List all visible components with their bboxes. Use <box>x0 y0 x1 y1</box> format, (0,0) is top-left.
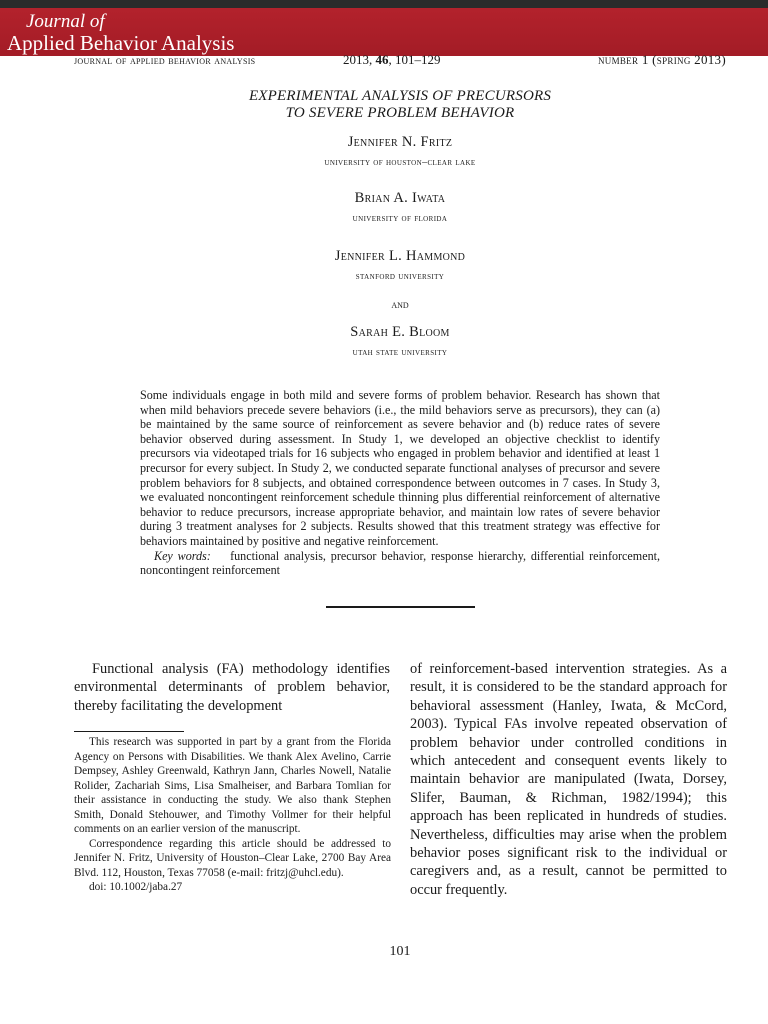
section-divider <box>326 606 475 608</box>
author-name: Jennifer L. Hammond <box>334 248 466 264</box>
author-affiliation: university of houston–clear lake <box>324 157 476 168</box>
footnotes <box>74 735 391 895</box>
keywords <box>140 549 660 578</box>
running-head-citation <box>343 52 441 68</box>
running-head-year: 2013, <box>343 52 376 67</box>
footnote-doi: doi: 10.1002/jaba.27 <box>89 881 183 893</box>
abstract <box>140 388 660 578</box>
article-title-line2: TO SEVERE PROBLEM BEHAVIOR <box>285 105 515 121</box>
author-affiliation: university of florida <box>352 213 448 224</box>
keywords-label: Key words: <box>154 548 211 563</box>
body-paragraph: Functional analysis (FA) methodology identifies environmental determinants of problem behavior, thereby facilitating the development <box>74 661 390 714</box>
running-head-pages: , 101–129 <box>388 52 441 67</box>
body-column-right <box>410 660 727 899</box>
author-affiliation: utah state university <box>352 347 448 358</box>
abstract-text: Some individuals engage in both mild and severe forms of problem behavior. Research has shown that when mild behaviors precede severe behaviors (i.e., the mild behaviors serve as precursors), they can (a) be maintained by the same source of reinforcement as severe behavior and (b) reduce rates of severe behavior observed during assessment. In Study 1, we developed an objective checklist to identify precursors via videotaped trials for 16 subjects who engaged in problem behavior and identified at least 1 precursor for every subject. In Study 2, we conducted separate functional analyses of precursor and severe problem behaviors for 8 subjects, and obtained correspondence between outcomes in 7 cases. In Study 3, we evaluated noncontingent reinforcement schedule thinning plus differential reinforcement of alternative behavior to reduce precursors, increase appropriate behavior, and maintain low rates of severe behavior during 3 treatment analyses for 2 subjects. Results showed that this treatment strategy was effective for behaviors maintained by positive and negative reinforcement. <box>140 388 660 548</box>
keywords-list: functional analysis, precursor behavior, response hierarchy, differential reinforcement, noncontingent reinforcement <box>140 548 660 578</box>
body-column-left <box>74 660 390 715</box>
footnote-correspondence: Correspondence regarding this article should be addressed to Jennifer N. Fritz, University of Houston–Clear Lake, 2700 Bay Area Blvd. 112, Houston, Texas 77058 (e-mail: fritzj@uhcl.edu). <box>74 837 391 879</box>
and-connector: and <box>391 297 409 311</box>
top-dark-bar <box>0 0 768 8</box>
footnote-rule <box>74 731 184 732</box>
journal-banner <box>0 8 768 56</box>
author-name: Brian A. Iwata <box>354 190 446 206</box>
article-title-line1: EXPERIMENTAL ANALYSIS OF PRECURSORS <box>248 88 552 104</box>
author-name: Sarah E. Bloom <box>350 324 450 340</box>
running-head <box>0 52 768 70</box>
running-head-issue: number 1 (spring 2013) <box>597 52 726 67</box>
running-head-volume: 46 <box>375 52 389 67</box>
author-affiliation: stanford university <box>355 271 445 282</box>
author-name: Jennifer N. Fritz <box>347 134 453 150</box>
running-head-journal: journal of applied behavior analysis <box>74 53 256 67</box>
article-title <box>0 88 768 122</box>
journal-logo-line1: Journal of <box>26 11 105 32</box>
body-paragraph: of reinforcement-based intervention strategies. As a result, it is considered to be the standard approach for behavioral assessment (Hanley, Iwata, & McCord, 2003). Typical FAs involve repeated observation of problem behavior under controlled conditions in which antecedent and consequent events likely to maintain behavior are manipulated (Iwata, Dorsey, Slifer, Bauman, & Richman, 1982/1994); this approach has been replicated in hundreds of studies. Nevertheless, difficulties may arise when the problem behavior poses significant risk to the individual or caregivers and, as a result, cannot be permitted to occur frequently. <box>410 661 727 898</box>
page-number: 101 <box>389 944 411 959</box>
footnote-funding: This research was supported in part by a grant from the Florida Agency on Persons with Disabilities. We thank Alex Avelino, Carrie Dempsey, Ashley Greenwald, Kathryn Jann, Charles Nowell, Natalie Rolider, Zachariah Sims, Lisa Smalheiser, and Barbara Tomlian for their assistance in conducting the study. We also thank Stephen Smith, Donald Stehouwer, and Timothy Vollmer for their helpful comments on an earlier version of the manuscript. <box>74 736 391 835</box>
journal-logo-line2: Applied Behavior Analysis <box>7 31 235 55</box>
